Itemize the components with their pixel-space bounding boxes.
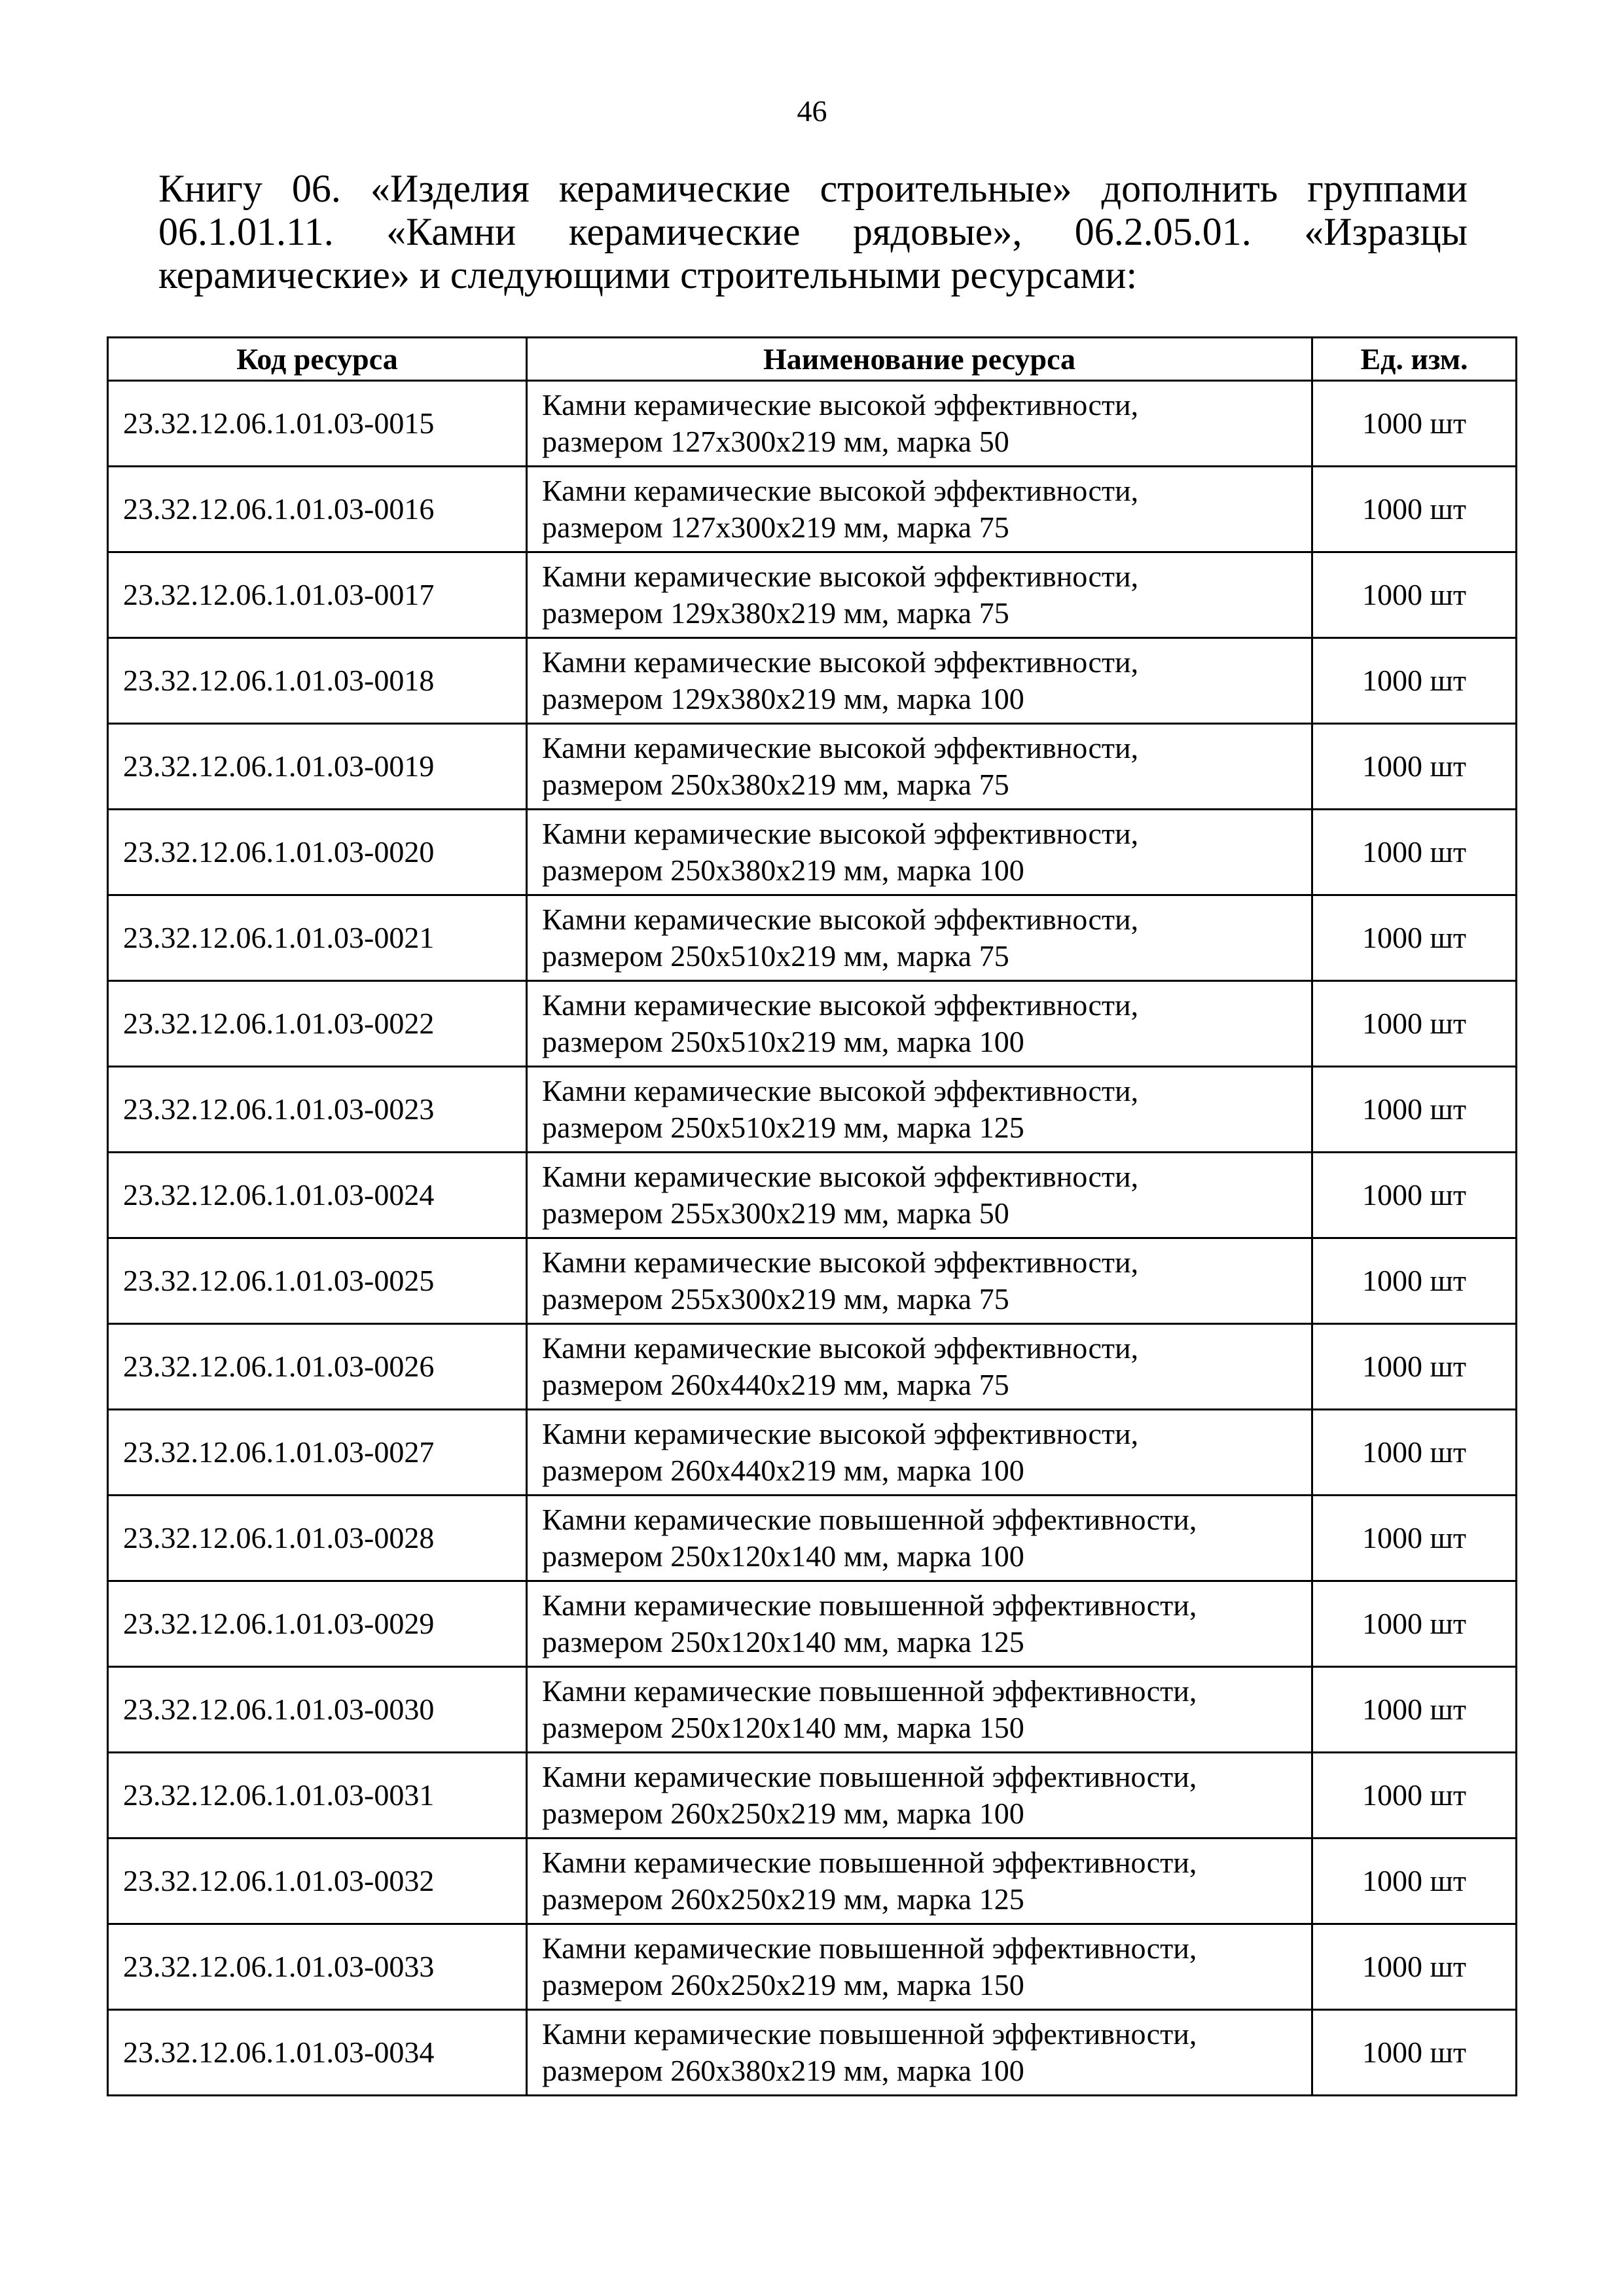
resource-name-line-2: размером 250х510х219 мм, марка 100	[542, 1025, 1024, 1058]
resource-unit-cell: 1000 шт	[1312, 1067, 1517, 1153]
resource-unit-cell: 1000 шт	[1312, 381, 1517, 467]
resource-name-line-1: Камни керамические повышенной эффективности,	[542, 1674, 1197, 1708]
resource-code-cell: 23.32.12.06.1.01.03-0017	[108, 552, 527, 638]
resource-name-line-1: Камни керамические повышенной эффективности,	[542, 1760, 1197, 1793]
resource-name-cell	[527, 981, 1312, 1067]
resource-unit-cell: 1000 шт	[1312, 895, 1517, 981]
resource-name-cell	[527, 1238, 1312, 1324]
resource-name-line-1: Камни керамические повышенной эффективности,	[542, 1931, 1197, 1965]
resource-name-cell	[527, 1753, 1312, 1839]
resource-code-cell: 23.32.12.06.1.01.03-0032	[108, 1839, 527, 1924]
table-row	[108, 1067, 1517, 1153]
resource-name-line-1: Камни керамические высокой эффективности,	[542, 1331, 1139, 1365]
resource-unit-cell: 1000 шт	[1312, 467, 1517, 552]
header-name: Наименование ресурса	[527, 338, 1312, 381]
table-row	[108, 381, 1517, 467]
resource-code-cell: 23.32.12.06.1.01.03-0030	[108, 1667, 527, 1753]
table-row	[108, 1667, 1517, 1753]
resource-unit-cell: 1000 шт	[1312, 1753, 1517, 1839]
resource-name-line-1: Камни керамические высокой эффективности,	[542, 817, 1139, 850]
resource-name-cell	[527, 724, 1312, 810]
table-row	[108, 1496, 1517, 1581]
resource-name-line-2: размером 250х510х219 мм, марка 125	[542, 1111, 1024, 1144]
resource-unit-cell: 1000 шт	[1312, 810, 1517, 895]
resource-name-line-2: размером 260х250х219 мм, марка 125	[542, 1882, 1024, 1916]
resource-code-cell: 23.32.12.06.1.01.03-0019	[108, 724, 527, 810]
resource-table	[107, 336, 1517, 2096]
table-row	[108, 1238, 1517, 1324]
table-row	[108, 1839, 1517, 1924]
table-row	[108, 810, 1517, 895]
resource-name-line-1: Камни керамические повышенной эффективности,	[542, 1503, 1197, 1536]
table-row	[108, 552, 1517, 638]
resource-name-cell	[527, 1839, 1312, 1924]
resource-unit-cell: 1000 шт	[1312, 1238, 1517, 1324]
resource-name-line-2: размером 250х120х140 мм, марка 100	[542, 1539, 1024, 1573]
page-number: 46	[797, 94, 827, 128]
resource-name-line-1: Камни керамические высокой эффективности,	[542, 1417, 1139, 1450]
resource-name-line-1: Камни керамические высокой эффективности,	[542, 560, 1139, 593]
resource-name-line-1: Камни керамические повышенной эффективности,	[542, 1846, 1197, 1879]
resource-code-cell: 23.32.12.06.1.01.03-0027	[108, 1410, 527, 1496]
table-row	[108, 895, 1517, 981]
resource-name-cell	[527, 467, 1312, 552]
table-header-row	[108, 338, 1517, 381]
resource-name-cell	[527, 810, 1312, 895]
resource-name-cell	[527, 1496, 1312, 1581]
resource-unit-cell: 1000 шт	[1312, 1496, 1517, 1581]
table-row	[108, 1153, 1517, 1238]
resource-name-line-2: размером 129х380х219 мм, марка 100	[542, 682, 1024, 715]
resource-unit-cell: 1000 шт	[1312, 1410, 1517, 1496]
resource-name-cell	[527, 1667, 1312, 1753]
resource-code-cell: 23.32.12.06.1.01.03-0033	[108, 1924, 527, 2010]
resource-unit-cell: 1000 шт	[1312, 1667, 1517, 1753]
resource-code-cell: 23.32.12.06.1.01.03-0016	[108, 467, 527, 552]
resource-name-line-2: размером 250х120х140 мм, марка 150	[542, 1711, 1024, 1744]
header-unit: Ед. изм.	[1312, 338, 1517, 381]
resource-name-line-1: Камни керамические высокой эффективности,	[542, 1160, 1139, 1193]
resource-unit-cell: 1000 шт	[1312, 1324, 1517, 1410]
table-row	[108, 1753, 1517, 1839]
resource-name-line-1: Камни керамические высокой эффективности,	[542, 388, 1139, 422]
resource-name-cell	[527, 552, 1312, 638]
resource-unit-cell: 1000 шт	[1312, 638, 1517, 724]
resource-name-line-2: размером 127х300х219 мм, марка 75	[542, 511, 1009, 544]
resource-code-cell: 23.32.12.06.1.01.03-0015	[108, 381, 527, 467]
resource-name-line-2: размером 250х120х140 мм, марка 125	[542, 1625, 1024, 1659]
resource-code-cell: 23.32.12.06.1.01.03-0026	[108, 1324, 527, 1410]
resource-name-line-2: размером 260х440х219 мм, марка 100	[542, 1454, 1024, 1487]
resource-name-cell	[527, 2010, 1312, 2096]
resource-name-line-2: размером 260х250х219 мм, марка 150	[542, 1968, 1024, 2001]
resource-name-line-1: Камни керамические высокой эффективности,	[542, 645, 1139, 679]
resource-name-cell	[527, 381, 1312, 467]
resource-name-line-1: Камни керамические высокой эффективности,	[542, 903, 1139, 936]
resource-name-line-2: размером 250х380х219 мм, марка 75	[542, 768, 1009, 801]
resource-name-cell	[527, 1410, 1312, 1496]
intro-paragraph: Книгу 06. «Изделия керамические строительные» дополнить группами 06.1.01.11. «Камни керамические рядовые», 06.2.05.01. «Изразцы керамические» и следующими строительными ресурсами:	[158, 167, 1468, 296]
resource-code-cell: 23.32.12.06.1.01.03-0025	[108, 1238, 527, 1324]
resource-name-cell	[527, 895, 1312, 981]
resource-name-line-1: Камни керамические высокой эффективности,	[542, 1246, 1139, 1279]
resource-unit-cell: 1000 шт	[1312, 2010, 1517, 2096]
table-row	[108, 981, 1517, 1067]
resource-name-line-2: размером 127х300х219 мм, марка 50	[542, 425, 1009, 458]
table-row	[108, 1924, 1517, 2010]
table-row	[108, 1324, 1517, 1410]
header-code: Код ресурса	[108, 338, 527, 381]
resource-unit-cell: 1000 шт	[1312, 552, 1517, 638]
resource-code-cell: 23.32.12.06.1.01.03-0022	[108, 981, 527, 1067]
resource-code-cell: 23.32.12.06.1.01.03-0024	[108, 1153, 527, 1238]
resource-code-cell: 23.32.12.06.1.01.03-0029	[108, 1581, 527, 1667]
resource-code-cell: 23.32.12.06.1.01.03-0021	[108, 895, 527, 981]
resource-name-line-1: Камни керамические высокой эффективности,	[542, 474, 1139, 507]
resource-name-cell	[527, 1324, 1312, 1410]
resource-name-cell	[527, 1153, 1312, 1238]
table-body	[108, 381, 1517, 2096]
resource-name-cell	[527, 1581, 1312, 1667]
resource-code-cell: 23.32.12.06.1.01.03-0023	[108, 1067, 527, 1153]
resource-name-line-2: размером 129х380х219 мм, марка 75	[542, 596, 1009, 630]
table-row	[108, 2010, 1517, 2096]
resource-name-line-1: Камни керамические повышенной эффективности,	[542, 2017, 1197, 2051]
resource-name-cell	[527, 1924, 1312, 2010]
resource-unit-cell: 1000 шт	[1312, 1924, 1517, 2010]
table-row	[108, 724, 1517, 810]
resource-unit-cell: 1000 шт	[1312, 1581, 1517, 1667]
resource-code-cell: 23.32.12.06.1.01.03-0018	[108, 638, 527, 724]
resource-name-line-2: размером 255х300х219 мм, марка 75	[542, 1282, 1009, 1316]
resource-unit-cell: 1000 шт	[1312, 724, 1517, 810]
resource-code-cell: 23.32.12.06.1.01.03-0034	[108, 2010, 527, 2096]
table-row	[108, 467, 1517, 552]
resource-name-line-2: размером 250х510х219 мм, марка 75	[542, 939, 1009, 973]
resource-name-line-2: размером 260х380х219 мм, марка 100	[542, 2054, 1024, 2087]
resource-unit-cell: 1000 шт	[1312, 1839, 1517, 1924]
resource-unit-cell: 1000 шт	[1312, 1153, 1517, 1238]
table-row	[108, 638, 1517, 724]
resource-code-cell: 23.32.12.06.1.01.03-0020	[108, 810, 527, 895]
resource-name-cell	[527, 638, 1312, 724]
resource-name-line-1: Камни керамические высокой эффективности,	[542, 731, 1139, 764]
table-row	[108, 1581, 1517, 1667]
table-row	[108, 1410, 1517, 1496]
resource-name-line-2: размером 260х440х219 мм, марка 75	[542, 1368, 1009, 1401]
resource-name-line-1: Камни керамические высокой эффективности,	[542, 988, 1139, 1022]
resource-name-line-2: размером 250х380х219 мм, марка 100	[542, 853, 1024, 887]
resource-name-line-2: размером 260х250х219 мм, марка 100	[542, 1797, 1024, 1830]
resource-unit-cell: 1000 шт	[1312, 981, 1517, 1067]
resource-name-line-1: Камни керамические высокой эффективности,	[542, 1074, 1139, 1107]
resource-code-cell: 23.32.12.06.1.01.03-0028	[108, 1496, 527, 1581]
resource-name-cell	[527, 1067, 1312, 1153]
resource-name-line-2: размером 255х300х219 мм, марка 50	[542, 1196, 1009, 1230]
resource-code-cell: 23.32.12.06.1.01.03-0031	[108, 1753, 527, 1839]
resource-name-line-1: Камни керамические повышенной эффективности,	[542, 1588, 1197, 1622]
